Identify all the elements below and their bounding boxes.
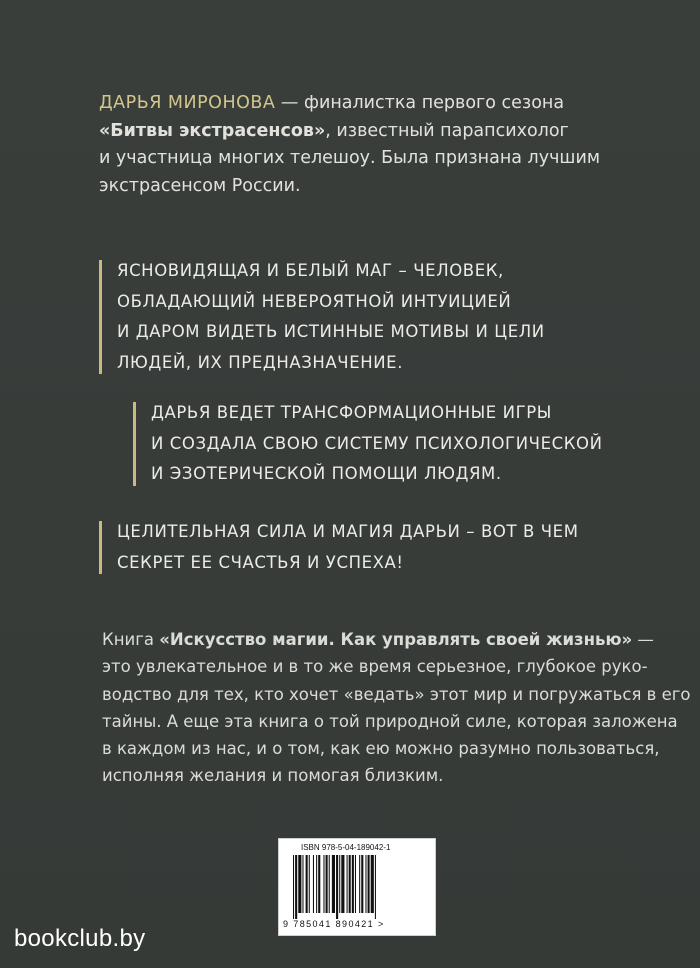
description-line: это увлекательное и в то же время серьезное, глубокое руко- — [102, 657, 648, 677]
bio-line-2: «Битвы экстрасенсов», известный парапсихолог — [99, 120, 569, 141]
quote-line: И СОЗДАЛА СВОЮ СИСТЕМУ ПСИХОЛОГИЧЕСКОЙ — [151, 433, 603, 453]
description-line: в каждом из нас, и о том, как ею можно разумно пользоваться, — [102, 739, 660, 759]
author-name: ДАРЬЯ МИРОНОВА — [99, 93, 276, 113]
bio-line-4: экстрасенсом России. — [99, 175, 301, 196]
site-watermark: bookclub.by — [14, 925, 146, 952]
show-title: «Битвы экстрасенсов» — [99, 120, 326, 141]
barcode-bars-icon — [293, 855, 423, 919]
quote-accent-bar — [99, 260, 102, 374]
quote-line: И ЭЗОТЕРИЧЕСКОЙ ПОМОЩИ ЛЮДЯМ. — [151, 464, 502, 483]
author-bio — [99, 90, 659, 200]
description-line: Книга «Искусство магии. Как управлять своей жизнью» — — [102, 630, 654, 649]
bio-line-1: ДАРЬЯ МИРОНОВА — финалистка первого сезона — [99, 93, 565, 113]
description-line: водство для тех, кто хочет «ведать» этот мир и погружаться в его — [102, 684, 691, 704]
pull-quote-1 — [99, 256, 657, 378]
book-description — [102, 626, 691, 790]
quote-accent-bar — [133, 402, 136, 486]
quote-line: ЦЕЛИТЕЛЬНАЯ СИЛА И МАГИЯ ДАРЬИ – ВОТ В ЧЕМ — [117, 522, 579, 541]
pull-quote-2 — [133, 398, 691, 490]
quote-line: ОБЛАДАЮЩИЙ НЕВЕРОЯТНОЙ ИНТУИЦИЕЙ — [117, 291, 512, 311]
barcode-digits: 9 785041 890421 > — [283, 919, 385, 929]
quote-accent-bar — [99, 521, 102, 574]
description-line: исполняя желания и помогая близким. — [102, 766, 444, 786]
bio-line-3: и участница многих телешоу. Была признана лучшим — [99, 148, 601, 168]
quote-line: И ДАРОМ ВИДЕТЬ ИСТИННЫЕ МОТИВЫ И ЦЕЛИ — [117, 322, 545, 341]
quote-line: ЯСНОВИДЯЩАЯ И БЕЛЫЙ МАГ – ЧЕЛОВЕК, — [117, 261, 504, 280]
book-title: «Искусство магии. Как управлять своей жизнью» — [159, 630, 633, 649]
isbn-number: ISBN 978-5-04-189042-1 — [301, 843, 391, 852]
description-line: тайны. А еще эта книга о той природной силе, которая заложена — [102, 711, 678, 731]
pull-quote-3 — [99, 517, 677, 578]
quote-line: ЛЮДЕЙ, ИХ ПРЕДНАЗНАЧЕНИЕ. — [117, 352, 404, 372]
quote-line: ДАРЬЯ ВЕДЕТ ТРАНСФОРМАЦИОННЫЕ ИГРЫ — [151, 403, 552, 422]
isbn-barcode — [278, 838, 436, 936]
quote-line: СЕКРЕТ ЕЕ СЧАСТЬЯ И УСПЕХА! — [117, 552, 404, 572]
